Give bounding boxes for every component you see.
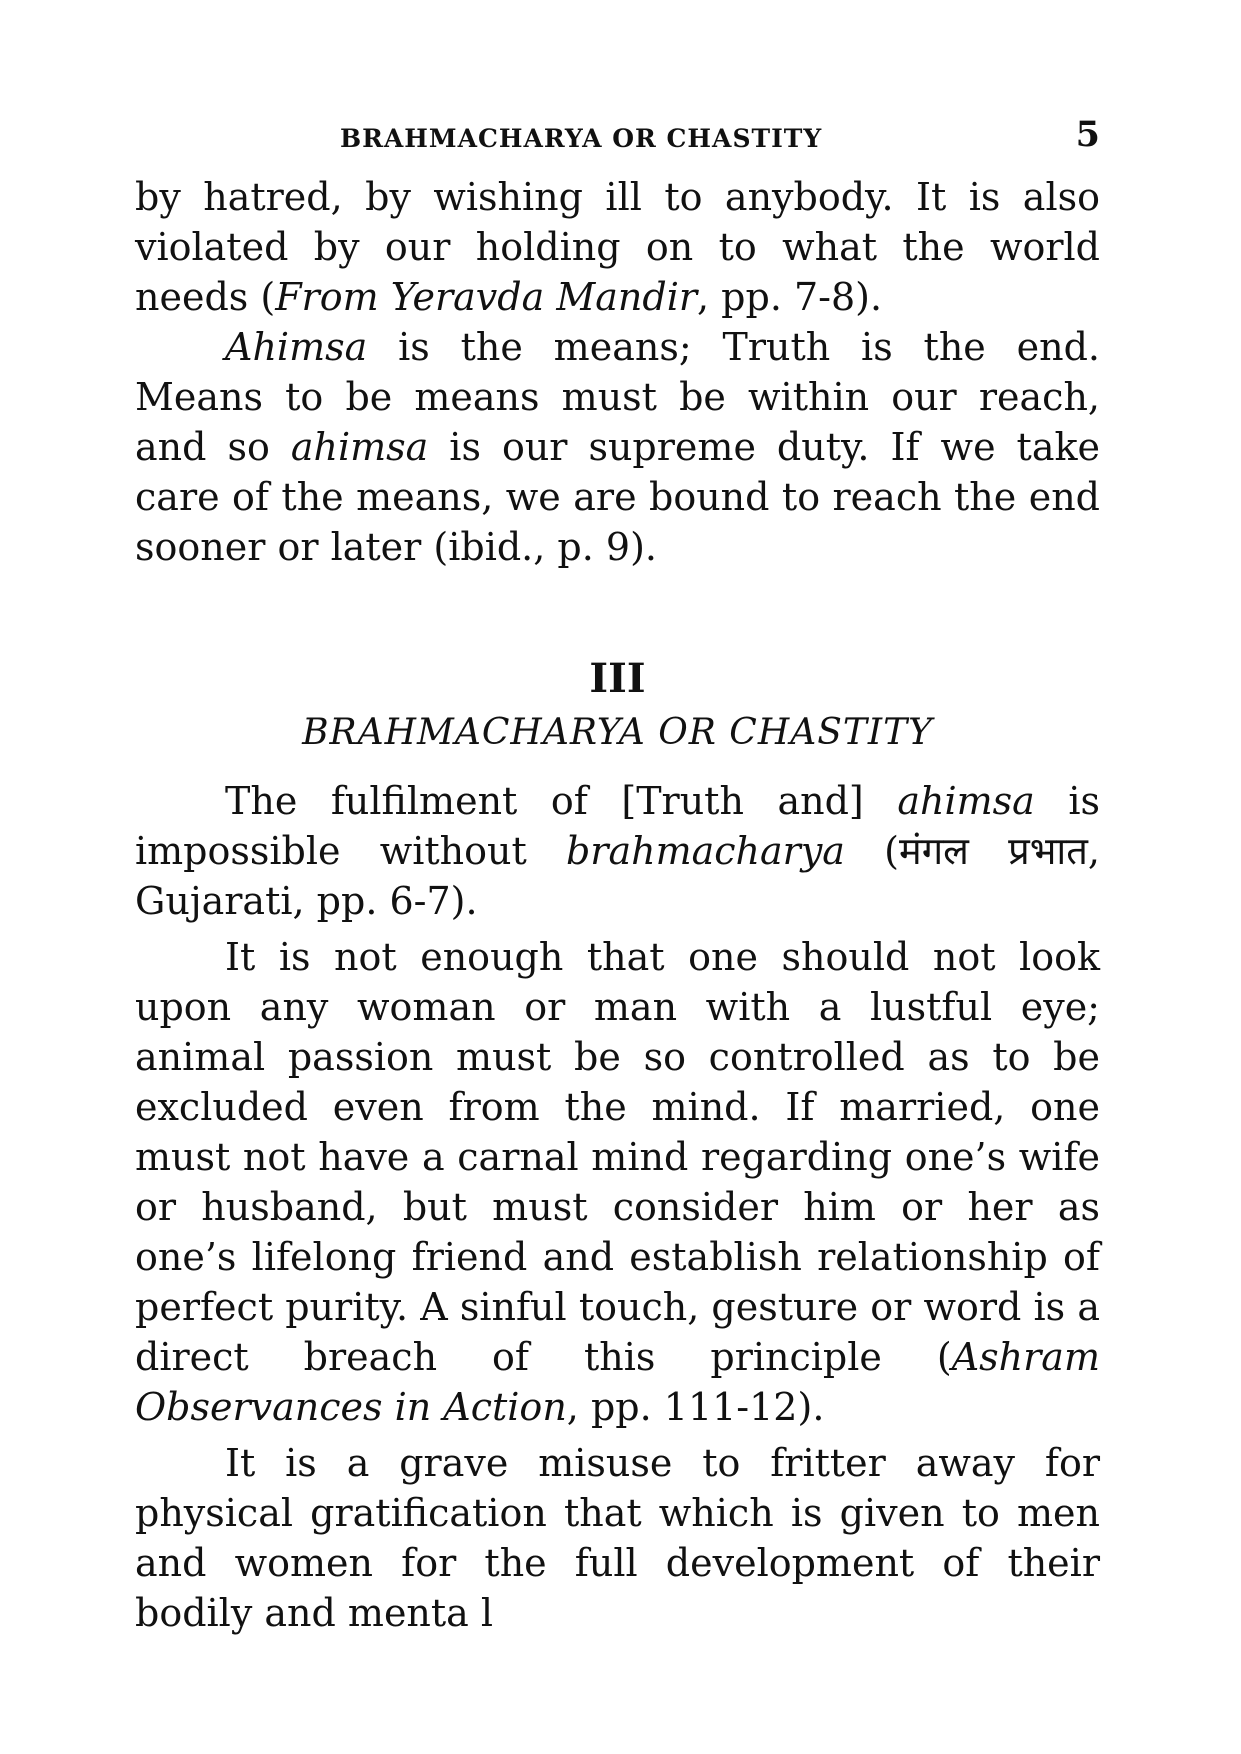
- paragraph-2-text-b: is our supreme duty. If we take care of the means, we are bound to reach the end sooner or later (ibid., p. 9).: [135, 425, 1100, 569]
- running-header: [135, 110, 1100, 158]
- paragraph-1-citation-title: From Yeravda Mandir: [275, 275, 698, 319]
- paragraph-5-text: It is a grave misuse to fritter away for physical gratification that which is given to men and women for the full development of their bodily and menta l: [135, 1441, 1100, 1635]
- paragraph-1: [135, 172, 1100, 322]
- paragraph-1-text-b: , pp. 7-8).: [697, 275, 883, 319]
- paragraph-4-text-b: , pp. 111-12).: [566, 1385, 825, 1429]
- paragraph-2-term-a: Ahimsa: [225, 325, 368, 369]
- section-spacer: [135, 572, 1100, 652]
- paragraph-2-term-b: ahimsa: [290, 425, 429, 469]
- paragraph-3: [135, 776, 1100, 926]
- paragraph-3-text-c: (मंगल प्रभात, Gujarati, pp. 6-7).: [135, 829, 1100, 923]
- paragraph-4-citation-title: Ashram Observances in Action: [135, 1335, 1100, 1429]
- page-number: 5: [1075, 114, 1100, 155]
- paragraph-4: [135, 932, 1100, 1432]
- chapter-number: III: [589, 655, 646, 702]
- paragraph-3-term-a: ahimsa: [897, 779, 1035, 823]
- paragraph-4-text-a: It is not enough that one should not look upon any woman or man with a lustful eye; animal passion must be so controlled as to be excluded even from the mind. If married, one must not have a carnal mind regarding one’s wife or husband, but must consider him or her as one’s lifelong friend and establish relationship of perfect purity. A sinful touch, gesture or word is a direct breach of this principle (: [135, 935, 1100, 1379]
- paragraph-3-term-b: brahmacharya: [565, 829, 845, 873]
- chapter-title: BRAHMACHARYA OR CHASTITY: [302, 712, 933, 753]
- paragraph-5: [135, 1438, 1100, 1638]
- paragraph-2: [135, 322, 1100, 572]
- paragraph-2-text-a: is the means; Truth is the end. Means to be means must be within our reach, and so: [135, 325, 1100, 469]
- paragraph-3-text-b: is impossible without: [135, 779, 1101, 873]
- paragraph-3-text-a: The fulfilment of [Truth and]: [225, 779, 898, 823]
- paragraph-1-text-a: by hatred, by wishing ill to anybody. It is also violated by our holding on to what the world needs (: [135, 175, 1100, 319]
- book-page: [135, 110, 1100, 1638]
- running-title: BRAHMACHARYA OR CHASTITY: [340, 124, 823, 153]
